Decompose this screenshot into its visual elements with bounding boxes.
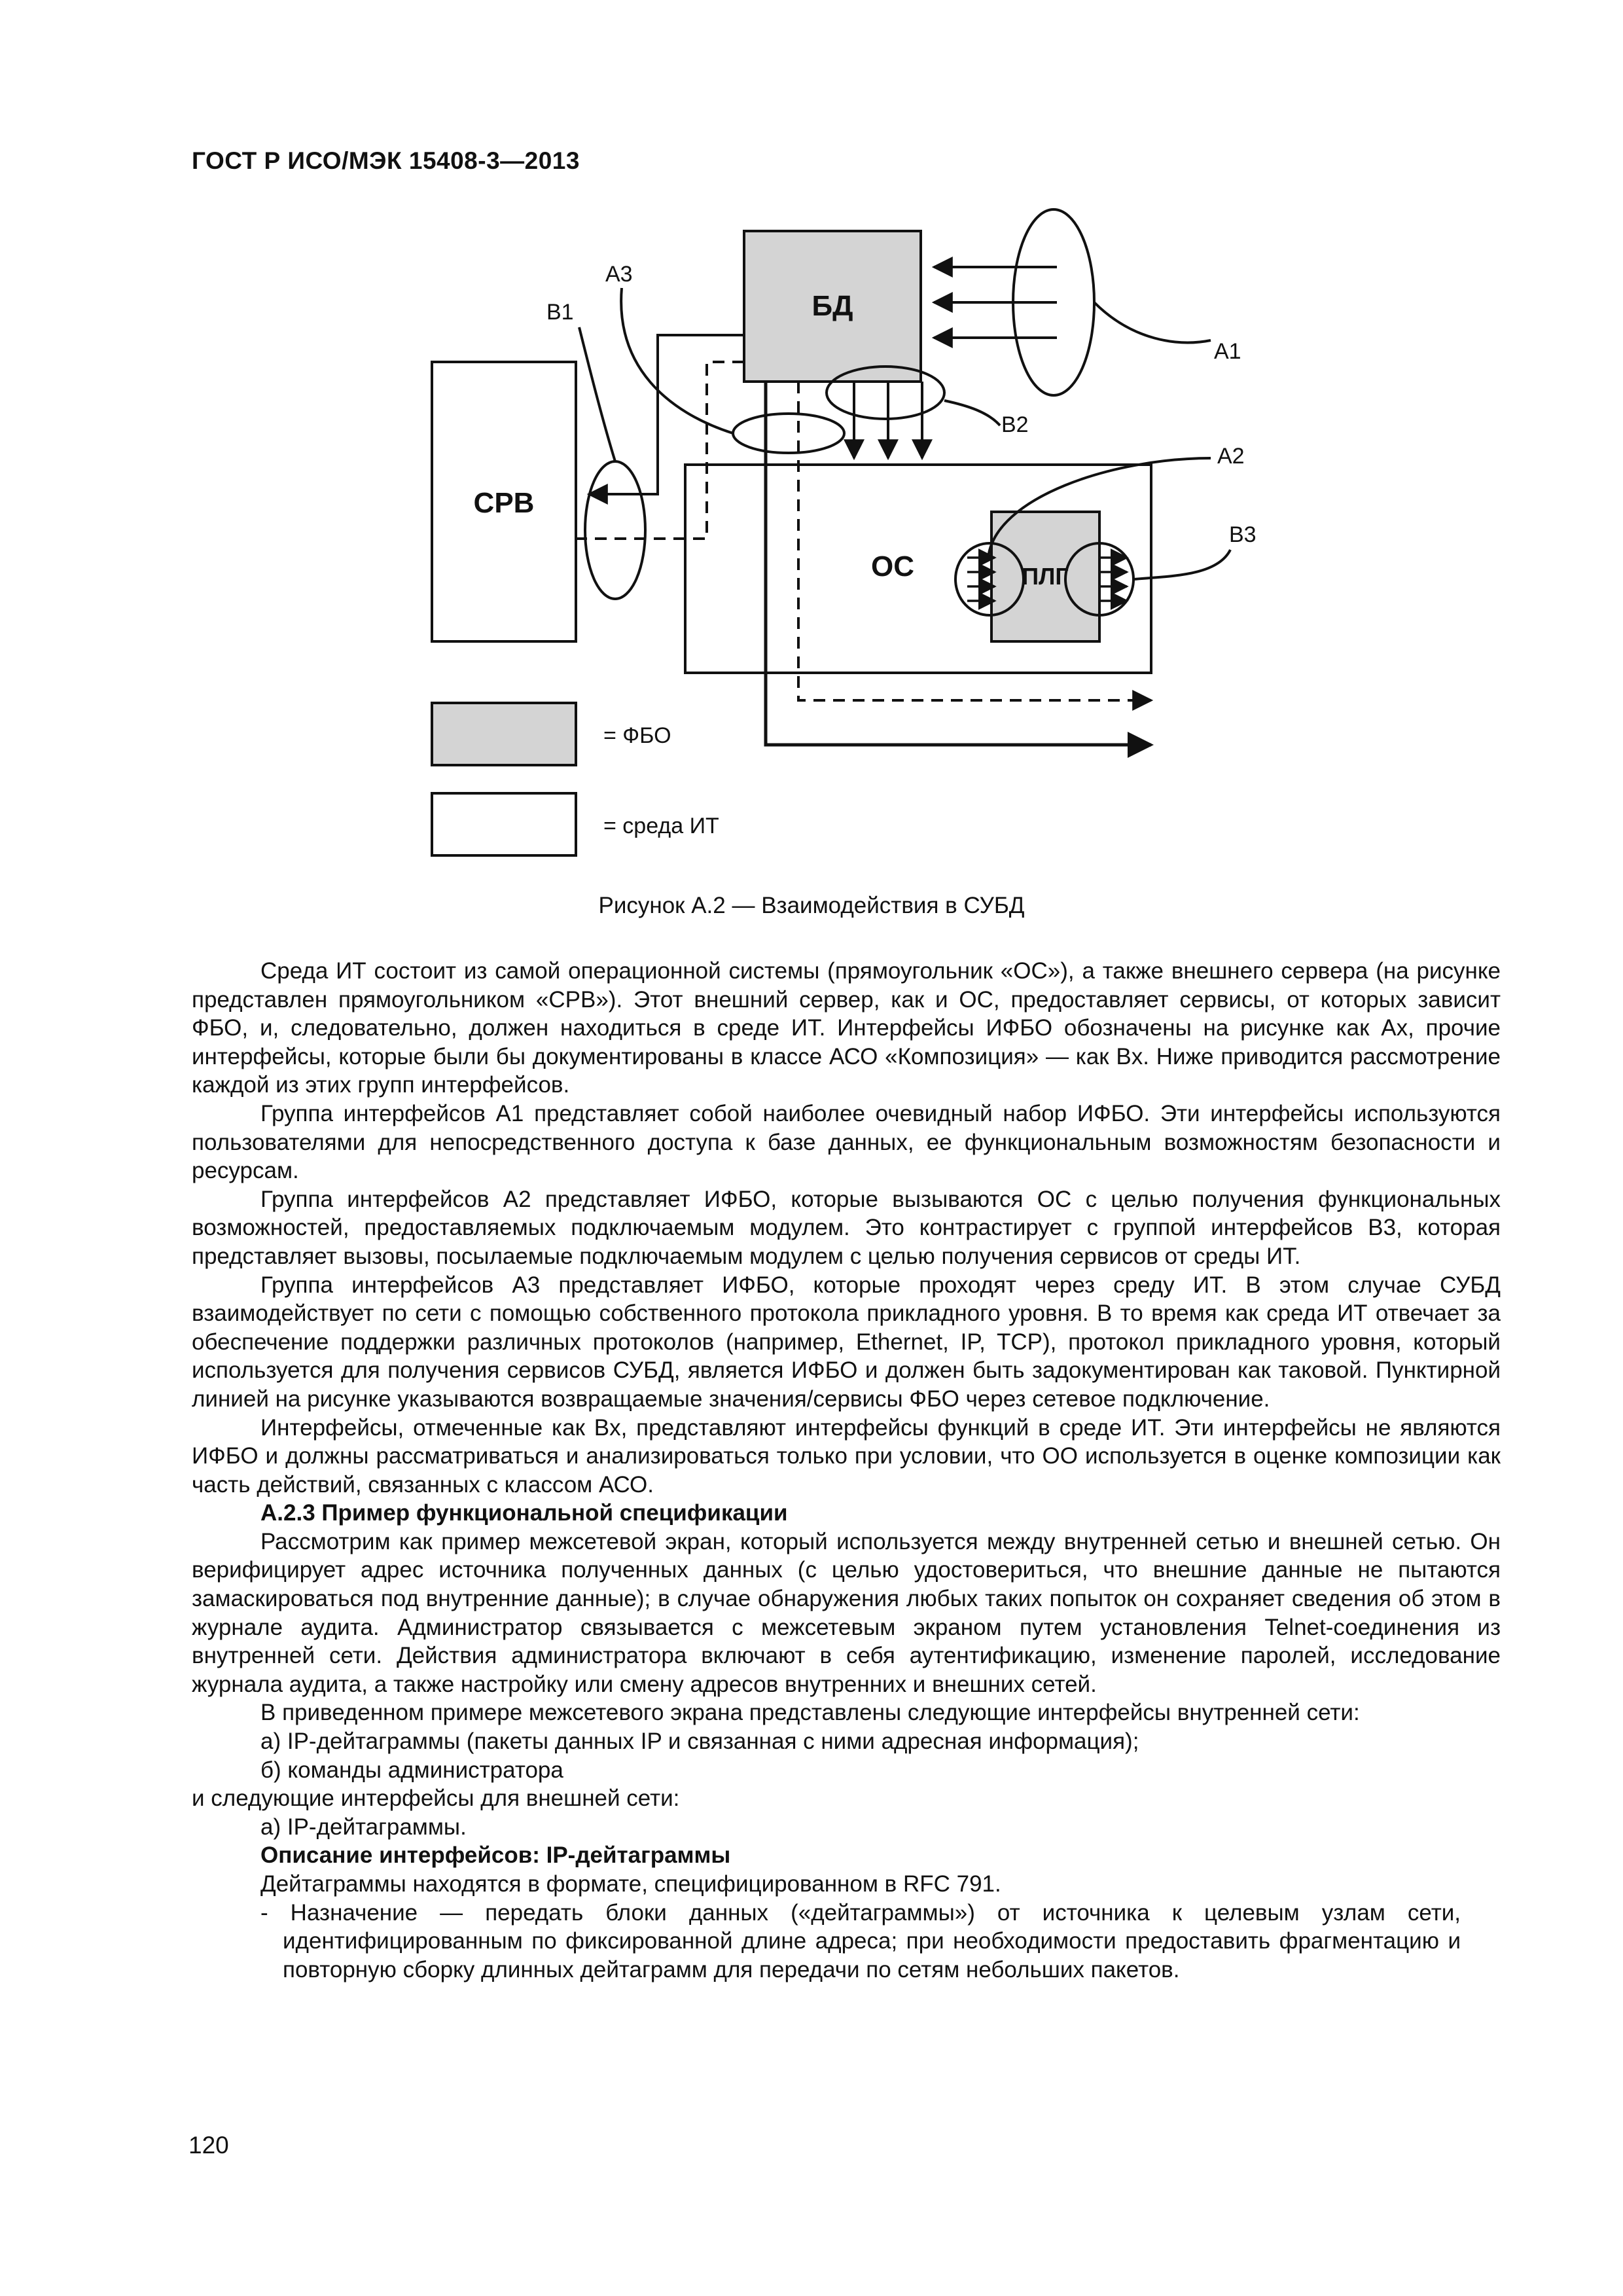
list-item-admin-commands: б) команды администратора: [260, 1757, 563, 1783]
legend-tsf-label: = ФБО: [603, 723, 671, 748]
paragraph-a2: Группа интерфейсов A2 представляет ИФБО, которые вызываются ОС с целью получения функциональных возможностей, предоставляемых подключаемым модулем. Это контрастирует с группой интерфейсов B3, которая представляет вызовы, посылаемые подключаемым модулем с целью получения сервисов от среды ИТ.: [192, 1186, 1501, 1269]
document-header: ГОСТ Р ИСО/МЭК 15408-3—2013: [192, 147, 580, 174]
interface-heading: Описание интерфейсов: IP-дейтаграммы: [260, 1842, 731, 1869]
paragraph-a1: Группа интерфейсов A1 представляет собой наиболее очевидный набор ИФБО. Эти интерфейсы используются пользователями для непосредственного доступа к базе данных, ее функциональным возможностям безопасности и ресурсам.: [192, 1100, 1501, 1184]
plg-label: ПЛГ: [1022, 563, 1069, 590]
b1-ellipse: [585, 461, 645, 599]
b2-label: B2: [1001, 412, 1029, 437]
body-text: [192, 957, 1501, 1984]
srv-label: СРВ: [473, 487, 535, 519]
paragraph-rfc: Дейтаграммы находятся в формате, специфицированном в RFC 791.: [260, 1871, 1001, 1897]
paragraph-bx: Интерфейсы, отмеченные как Bx, представляют интерфейсы функций в среде ИТ. Эти интерфейсы не являются ИФБО и должны рассматриваться и анализироваться только при условии, что ОО используется в оценке композиции как часть действий, связанных с классом АСО.: [192, 1414, 1501, 1498]
paragraph-it-env: Среда ИТ состоит из самой операционной системы (прямоугольник «ОС»), а также внешнего сервера (на рисунке представлен прямоугольником «СРВ»). Этот внешний сервер, как и ОС, предоставляет сервисы, от которых зависит ФБО, и, следовательно, должен находиться в среде ИТ. Интерфейсы ИФБО обозначены на рисунке как Ax, прочие интерфейсы, которые были бы документированы в классе АСО «Композиция» — как Bx. Ниже приводится рассмотрение каждой из этих групп интерфейсов.: [192, 958, 1501, 1098]
page-number: 120: [188, 2132, 229, 2159]
paragraph-external-intro: и следующие интерфейсы для внешней сети:: [192, 1785, 680, 1812]
b1-label: B1: [546, 300, 574, 325]
paragraph-a3: Группа интерфейсов A3 представляет ИФБО, которые проходят через среду ИТ. В этом случае СУБД взаимодействует по сети с помощью собственного протокола прикладного уровня. В то время как среда ИТ отвечает за обеспечение поддержки различных протоколов (например, Ethernet, IP, TCP), протокол прикладного уровня, который используется для получения сервисов СУБД, является ИФБО и должен быть задокументирован как таковой. Пунктирной линией на рисунке указываются возвращаемые значения/сервисы ФБО через сетевое подключение.: [192, 1272, 1501, 1412]
section-heading: А.2.3 Пример функциональной спецификации: [260, 1500, 788, 1526]
b3-label: B3: [1229, 522, 1257, 547]
paragraph-internal-interfaces: В приведенном примере межсетевого экрана представлены следующие интерфейсы внутренней сети:: [260, 1700, 1360, 1726]
dbms-interactions-diagram: [0, 0, 1623, 884]
legend-it-env-swatch: [432, 793, 576, 855]
list-item-purpose: - Назначение — передать блоки данных («дейтаграммы») от источника к целевым узлам сети, идентифицированным по фиксированной длине адреса; при необходимости предоставить фрагментацию и повторную сборку длинных дейтаграмм для передачи по сетям небольших пакетов.: [260, 1899, 1461, 1982]
os-label: ОС: [871, 550, 914, 583]
bd-label: БД: [812, 290, 853, 322]
a3-ellipse: [733, 414, 844, 453]
a3-label: A3: [605, 262, 633, 287]
paragraph-firewall: Рассмотрим как пример межсетевой экран, который используется между внутренней сетью и внешней сетью. Он верифицирует адрес источника полученных данных (с целью удостовериться, что внешние данные не пытаются замаскироваться под внутренние данные); в случае обнаружения любых таких попыток он сохраняет сведения об этом в журнале аудита. Администратор связывается с межсетевым экраном путем установления Telnet-соединения из внутренней сети. Действия администратора включают в себя аутентификацию, изменение паролей, исследование журнала аудита, а также настройку или смену адресов внутренних и внешних сетей.: [192, 1528, 1501, 1697]
list-item-ip-datagrams: а) IP-дейтаграммы (пакеты данных IP и связанная с ними адресная информация);: [260, 1729, 1139, 1755]
a2-label: A2: [1217, 444, 1245, 469]
figure-caption: Рисунок А.2 — Взаимодействия в СУБД: [598, 893, 1025, 918]
a1-label: A1: [1214, 339, 1241, 364]
list-item-external-ip: а) IP-дейтаграммы.: [260, 1814, 467, 1840]
legend-it-env-label: = среда ИТ: [603, 814, 719, 838]
legend-tsf-swatch: [432, 703, 576, 765]
